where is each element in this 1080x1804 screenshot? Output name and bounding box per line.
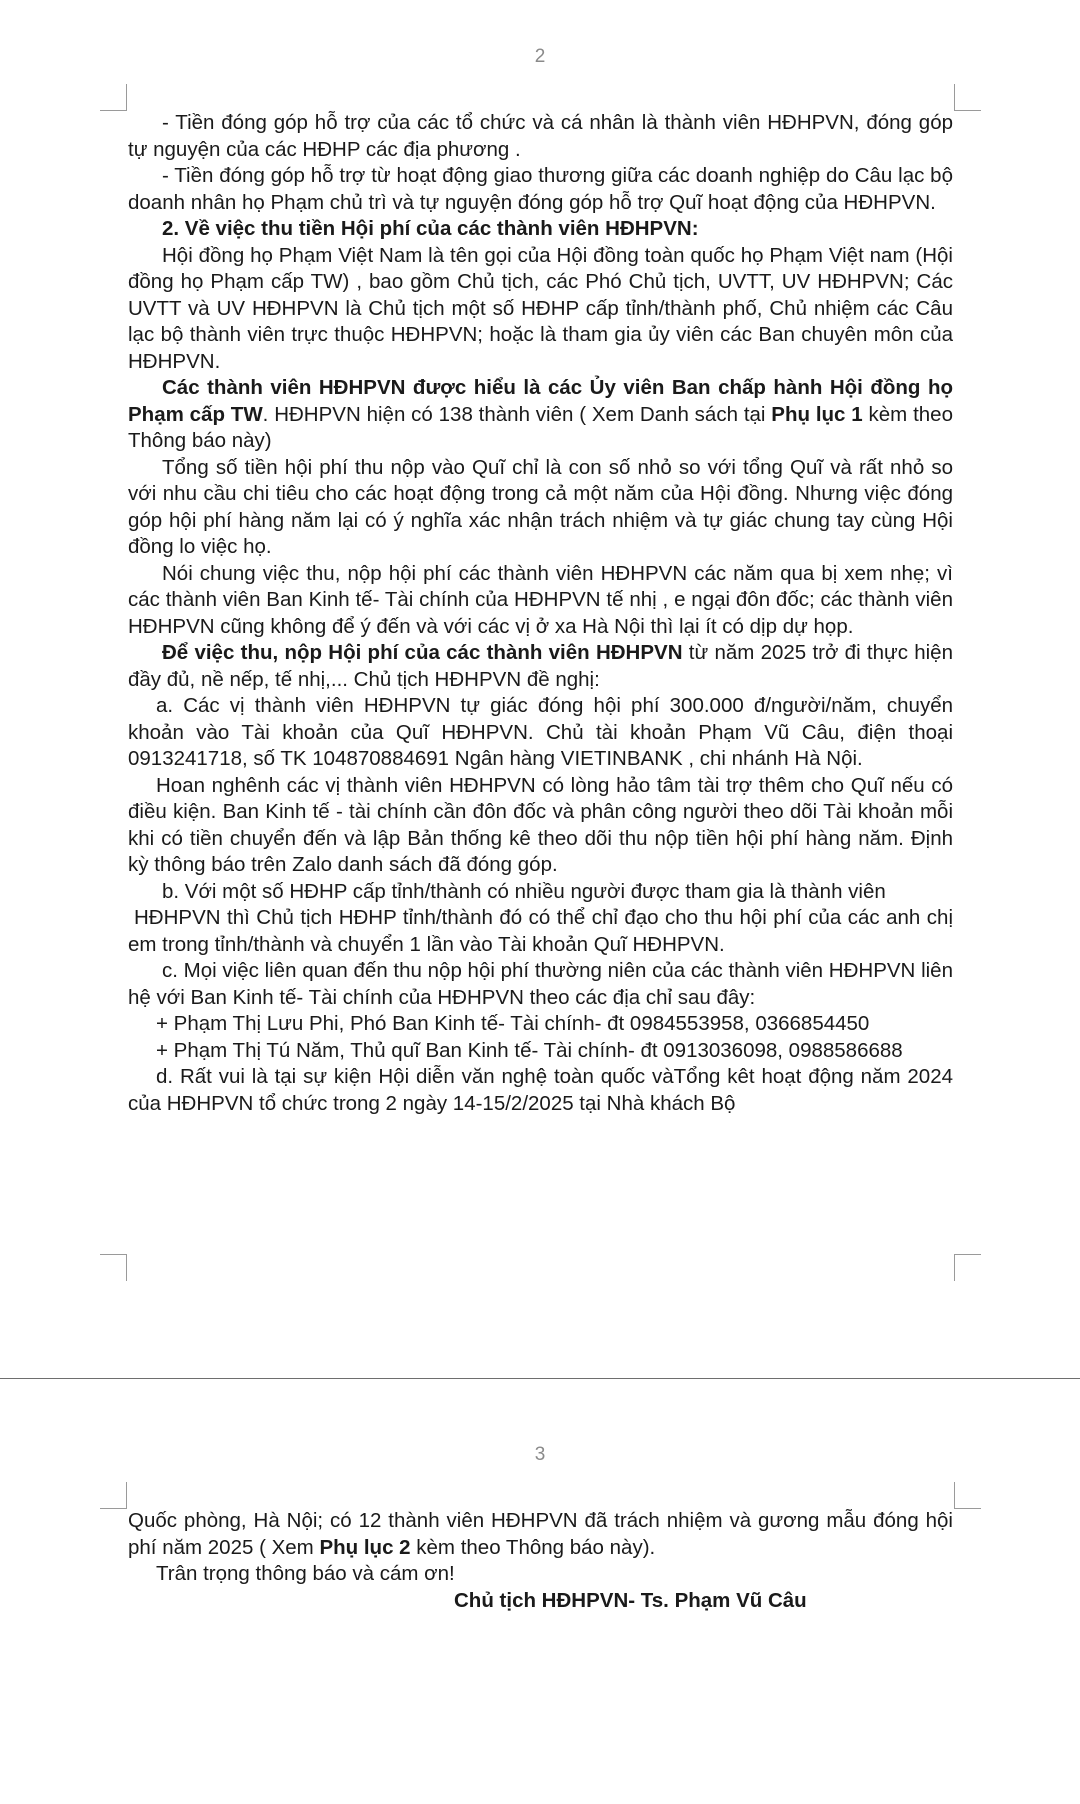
text: kèm theo Thông báo này). bbox=[410, 1535, 656, 1559]
paragraph: c. Mọi việc liên quan đến thu nộp hội phí thường niên của các thành viên HĐHPVN liên hệ với Ban Kinh tế- Tài chính của HĐHPVN theo các địa chỉ sau đây: bbox=[128, 959, 953, 1009]
contact-line: + Phạm Thị Lưu Phi, Phó Ban Kinh tế- Tài chính- đt 0984553958, 0366854450 bbox=[156, 1012, 870, 1035]
text: Quốc phòng, Hà Nội; có 12 thành viên HĐHPVN đã trách nhiệm và gương mẫu đóng hội phí năm 2025 ( Xem bbox=[128, 1509, 953, 1559]
paragraph: Tổng số tiền hội phí thu nộp vào Quĩ chỉ là con số nhỏ so với tổng Quĩ và rất nhỏ so với nhu cầu chi tiêu cho các hoạt động trong cả một năm của Hội đồng. Nhưng việc đóng góp hội phí hàng năm lại có ý nghĩa xác nhận trách nhiệm và tự giác chung tay cùng Hội đồng lo việc họ. bbox=[128, 455, 953, 558]
signature: Chủ tịch HĐHPVN- Ts. Phạm Vũ Câu bbox=[454, 1588, 807, 1612]
document-body-page-3 bbox=[128, 1508, 953, 1614]
contact-line: + Phạm Thị Tú Năm, Thủ quĩ Ban Kinh tế- Tài chính- đt 0913036098, 0988586688 bbox=[156, 1038, 903, 1062]
paragraph: d. Rất vui là tại sự kiện Hội diễn văn nghệ toàn quốc vàTổng kêt hoạt động năm 2024 của HĐHPVN tổ chức trong 2 ngày 14-15/2/2025 tại Nhà khách Bộ bbox=[128, 1065, 953, 1115]
text: . HĐHPVN hiện có 138 thành viên ( Xem Danh sách tại bbox=[262, 402, 772, 426]
text: kèm theo Thông báo này) bbox=[128, 402, 953, 452]
paragraph: a. Các vị thành viên HĐHPVN tự giác đóng hội phí 300.000 đ/người/năm, chuyển khoản vào Tài khoản của Quĩ HĐHPVN. Chủ tài khoản Phạm Vũ Câu, điện thoại 0913241718, số TK 104870884691 Ngân hàng VIETINBANK , chi nhánh Hà Nội. bbox=[128, 694, 953, 770]
paragraph bbox=[128, 1508, 953, 1561]
page-number: 3 bbox=[534, 1444, 546, 1465]
document-body-page-2 bbox=[128, 110, 953, 1117]
bold-text: Để việc thu, nộp Hội phí của các thành viên HĐHPVN bbox=[162, 641, 683, 664]
text: từ năm 2025 trở đi thực hiện đầy đủ, nề nếp, tế nhị,... Chủ tịch HĐHPVN đề nghị: bbox=[128, 641, 953, 691]
paragraph: b. Với một số HĐHP cấp tỉnh/thành có nhiều người được tham gia là thành viên bbox=[162, 879, 886, 903]
margin-corner-bottom-left bbox=[100, 1254, 127, 1281]
bold-text: Các thành viên HĐHPVN được hiểu là các Ủy viên Ban chấp hành Hội đồng họ Phạm cấp TW bbox=[128, 376, 953, 426]
margin-corner-top-left bbox=[100, 1482, 127, 1509]
thanks-line: Trân trọng thông báo và cám ơn! bbox=[156, 1562, 455, 1585]
paragraph: Hội đồng họ Phạm Việt Nam là tên gọi của Hội đồng toàn quốc họ Phạm Việt nam (Hội đồng họ Phạm cấp TW) , bao gồm Chủ tịch, các Phó Chủ tịch, UVTT, UV HĐHPVN; Các UVTT và UV HĐHPVN là Chủ tịch một số HĐHP cấp tỉnh/thành phố, Chủ nhiệm các Câu lạc bộ thành viên trực thuộc HĐHPVN; hoặc là tham gia ủy viên các Ban chuyên môn của HĐHPVN. bbox=[128, 243, 953, 373]
margin-corner-top-left bbox=[100, 84, 127, 111]
paragraph bbox=[128, 640, 953, 693]
margin-corner-bottom-right bbox=[954, 1254, 981, 1281]
page-separator bbox=[0, 1378, 1080, 1379]
paragraph bbox=[128, 375, 953, 455]
margin-corner-top-right bbox=[954, 1482, 981, 1509]
page-number: 2 bbox=[534, 46, 546, 67]
appendix-ref: Phụ lục 1 bbox=[771, 402, 863, 426]
paragraph: HĐHPVN thì Chủ tịch HĐHP tỉnh/thành đó có thể chỉ đạo cho thu hội phí của các anh chị em trong tỉnh/thành và chuyển 1 lần vào Tài khoản Quĩ HĐHPVN. bbox=[128, 906, 953, 956]
paragraph: Hoan nghênh các vị thành viên HĐHPVN có lòng hảo tâm tài trợ thêm cho Quĩ nếu có điều kiện. Ban Kinh tế - tài chính cần đôn đốc và phân công người theo dõi Tài khoản mỗi khi có tiền chuyển đến và lập Bản thống kê theo dõi thu nộp tiền hội phí hàng năm. Định kỳ thông báo trên Zalo danh sách đã đóng góp. bbox=[128, 773, 953, 876]
section-heading: 2. Về việc thu tiền Hội phí của các thành viên HĐHPVN: bbox=[162, 217, 699, 240]
margin-corner-top-right bbox=[954, 84, 981, 111]
paragraph: - Tiền đóng góp hỗ trợ của các tổ chức và cá nhân là thành viên HĐHPVN, đóng góp tự nguyện của các HĐHP các địa phương . bbox=[128, 111, 953, 161]
appendix-ref: Phụ lục 2 bbox=[319, 1535, 411, 1559]
paragraph: Nói chung việc thu, nộp hội phí các thành viên HĐHPVN các năm qua bị xem nhẹ; vì các thành viên Ban Kinh tế- Tài chính của HĐHPVN tế nhị , e ngại đôn đốc; các thành viên HĐHPVN cũng không để ý đến và với các vị ở xa Hà Nội thì lại ít có dịp dự họp. bbox=[128, 561, 953, 638]
paragraph: - Tiền đóng góp hỗ trợ từ hoạt động giao thương giữa các doanh nghiệp do Câu lạc bộ doanh nhân họ Phạm chủ trì và tự nguyện đóng góp hỗ trợ Quĩ hoạt động của HĐHPVN. bbox=[128, 164, 953, 214]
